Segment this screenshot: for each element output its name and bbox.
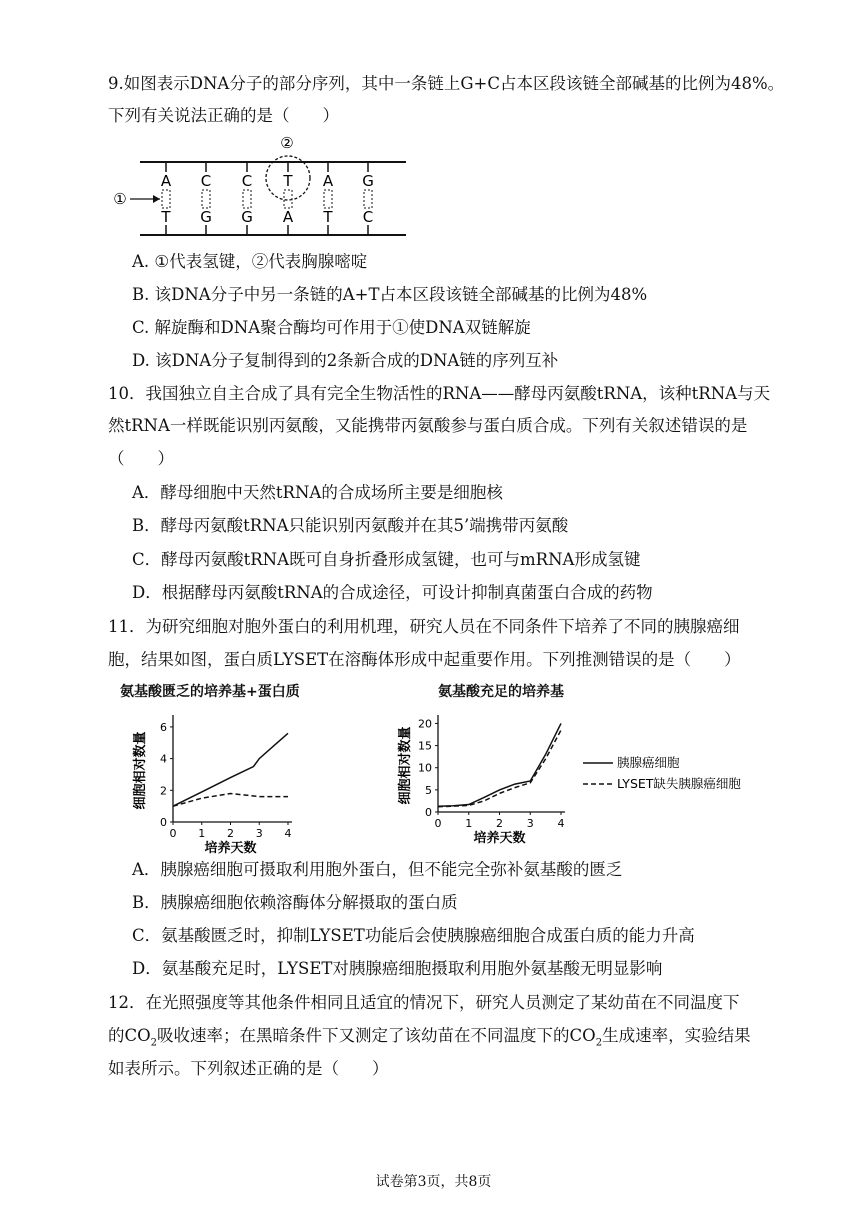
legend-label: 胰腺癌细胞 <box>617 755 680 770</box>
q10-option-a[interactable]: A．酵母细胞中天然tRNA的合成场所主要是细胞核 <box>132 483 503 502</box>
x-tick-label: 3 <box>255 827 263 840</box>
y-tick-label: 10 <box>418 761 432 775</box>
q11-stem-line1: 11．为研究细胞对胞外蛋白的利用机理，研究人员在不同条件下培养了不同的胰腺癌细 <box>108 617 740 636</box>
q12-stem-line1: 12．在光照强度等其他条件相同且适宜的情况下，研究人员测定了某幼苗在不同温度下 <box>108 993 740 1012</box>
x-axis-label: 培养天数 <box>204 841 257 855</box>
dna-base-bottom: C <box>362 208 374 226</box>
q11-stem-line2: 胞，结果如图，蛋白质LYSET在溶酶体形成中起重要作用。下列推测错误的是（ ） <box>108 650 741 669</box>
q10-stem-line1: 10．我国独立自主合成了具有完全生物活性的RNA——酵母丙氨酸tRNA，该种tRNA与天 <box>108 384 771 403</box>
series-pancreatic-line <box>173 733 288 806</box>
dna-base-bottom: T <box>323 208 333 226</box>
q10-option-b[interactable]: B．酵母丙氨酸tRNA只能识别丙氨酸并在其5’端携带丙氨酸 <box>132 516 569 535</box>
dna-base-top: G <box>362 172 374 190</box>
q11-option-c[interactable]: C．氨基酸匮乏时，抑制LYSET功能后会使胰腺癌细胞合成蛋白质的能力升高 <box>132 926 695 945</box>
page-footer: 试卷第3页，共8页 <box>375 1174 492 1190</box>
series-lyset-deficient-line <box>438 730 561 807</box>
q11-option-a[interactable]: A．胰腺癌细胞可摄取利用胞外蛋白，但不能完全弥补氨基酸的匮乏 <box>132 860 623 879</box>
legend-label: LYSET缺失胰腺癌细胞 <box>617 776 741 791</box>
chart-amino-deficient <box>130 705 315 855</box>
y-tick-label: 2 <box>160 784 167 798</box>
series-pancreatic-line <box>438 723 561 806</box>
q10-stem-line2: 然tRNA一样既能识别丙氨酸，又能携带丙氨酸参与蛋白质合成。下列有关叙述错误的是 <box>108 416 748 435</box>
q9-option-a[interactable]: A. ①代表氢键，②代表胸腺嘧啶 <box>132 252 368 271</box>
dna-base-top: C <box>200 172 212 190</box>
x-tick-label: 1 <box>198 827 206 840</box>
dna-base-top: T <box>283 172 293 190</box>
q10-option-d[interactable]: D．根据酵母丙氨酸tRNA的合成途径，可设计抑制真菌蛋白合成的药物 <box>132 583 653 602</box>
y-tick-label: 15 <box>418 739 432 753</box>
dna-base-top: A <box>322 172 334 190</box>
x-tick-label: 1 <box>465 817 473 830</box>
marker-2: ② <box>280 134 294 152</box>
chart1-title: 氨基酸匮乏的培养基+蛋白质 <box>120 684 300 700</box>
x-tick-label: 0 <box>434 817 442 830</box>
q11-option-d[interactable]: D．氨基酸充足时，LYSET对胰腺癌细胞摄取利用胞外氨基酸无明显影响 <box>132 959 663 978</box>
x-tick-label: 4 <box>284 827 292 840</box>
q9-option-b[interactable]: B. 该DNA分子中另一条链的A+T占本区段该链全部碱基的比例为48% <box>132 285 648 304</box>
y-axis-label: 细胞相对数量 <box>398 726 413 805</box>
chart-amino-sufficient <box>395 705 790 855</box>
dna-base-bottom: G <box>200 208 212 226</box>
q10-option-c[interactable]: C．酵母丙氨酸tRNA既可自身折叠形成氢键，也可与mRNA形成氢键 <box>132 550 641 569</box>
q10-stem-line3: （ ） <box>108 449 174 468</box>
x-tick-label: 2 <box>227 827 234 840</box>
q9-option-c[interactable]: C. 解旋酶和DNA聚合酶均可作用于①使DNA双链解旋 <box>132 318 531 337</box>
q11-option-b[interactable]: B．胰腺癌细胞依赖溶酶体分解摄取的蛋白质 <box>132 893 458 912</box>
x-tick-label: 4 <box>557 817 565 830</box>
marker-1: ① <box>113 190 127 208</box>
x-tick-label: 3 <box>526 817 534 830</box>
dna-base-top: A <box>160 172 172 190</box>
q12-stem-line2: 的$CO_2$吸收速率；在黑暗条件下又测定了该幼苗在不同温度下的$CO_2$生成速率，实验结果 <box>108 1026 751 1049</box>
q9-stem-line1: 9.如图表示DNA分子的部分序列，其中一条链上G+C占本区段该链全部碱基的比例为48%。 <box>108 74 785 93</box>
q9-option-d[interactable]: D. 该DNA分子复制得到的2条新合成的DNA链的序列互补 <box>132 351 559 370</box>
q9-stem-line2: 下列有关说法正确的是（ ） <box>108 106 339 125</box>
chart2-title: 氨基酸充足的培养基 <box>438 684 564 700</box>
y-tick-label: 0 <box>425 806 432 819</box>
y-axis-label: 细胞相对数量 <box>133 731 148 810</box>
dna-base-bottom: T <box>161 208 171 226</box>
dna-base-top: C <box>241 172 253 190</box>
y-tick-label: 5 <box>425 783 432 797</box>
q12-stem-line3: 如表所示。下列叙述正确的是（ ） <box>108 1059 389 1078</box>
dna-base-bottom: A <box>282 208 294 226</box>
dna-base-bottom: G <box>241 208 253 226</box>
x-tick-label: 0 <box>169 827 177 840</box>
series-lyset-deficient-line <box>173 794 288 807</box>
y-tick-label: 0 <box>160 816 167 829</box>
y-tick-label: 20 <box>418 717 432 731</box>
dna-figure <box>108 130 408 242</box>
y-tick-label: 4 <box>160 752 167 766</box>
x-axis-label: 培养天数 <box>473 831 526 846</box>
x-tick-label: 2 <box>496 817 503 830</box>
y-tick-label: 6 <box>160 720 167 734</box>
